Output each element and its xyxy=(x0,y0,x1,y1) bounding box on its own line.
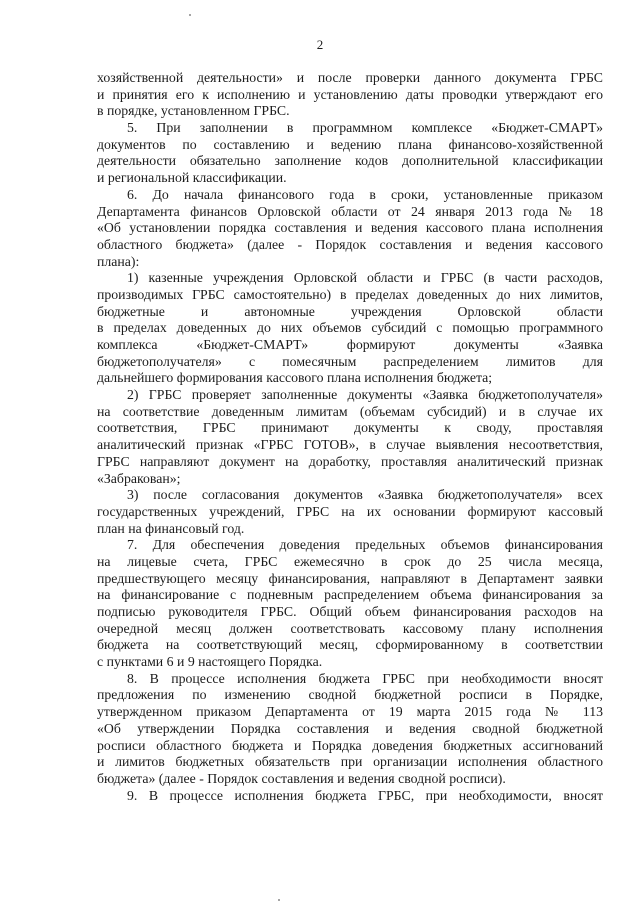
text-line: на лицевые счета, ГРБС ежемесячно в срок до 25 числа месяца, xyxy=(97,553,603,569)
text-line: бюджета на соответствующий месяц, сформированному в соответствии xyxy=(97,637,603,653)
text-line: предшествующего месяцу финансирования, направляют в Департамент заявки xyxy=(97,570,603,586)
text-line: 7. Для обеспечения доведения предельных объемов финансирования xyxy=(127,537,603,553)
text-line: хозяйственной деятельности» и после проверки данного документа ГРБС xyxy=(97,70,603,85)
scan-speck xyxy=(278,899,280,901)
text-line: 8. В процессе исполнения бюджета ГРБС при необходимости вносят xyxy=(127,670,603,686)
text-line: государственных учреждений, ГРБС на их основании формируют кассовый xyxy=(97,503,603,519)
text-line: и региональной классификации. xyxy=(97,170,287,186)
text-line: в пределах доведенных до них объемов субсидий с помощью программного xyxy=(97,320,603,336)
text-line: очередной месяц должен соответствовать кассовому плану исполнения xyxy=(97,620,603,636)
text-line: аналитический признак «ГРБС ГОТОВ», в случае выявления несоответствия, xyxy=(97,437,603,453)
text-line: и принятия его к исполнению и установлению даты проводки утверждают его xyxy=(97,86,603,102)
text-line: «Забракован»; xyxy=(97,470,181,486)
text-line: утвержденном приказом Департамента от 19 марта 2015 года № 113 xyxy=(97,704,603,720)
text-line: 3) после согласования документов «Заявка бюджетополучателя» всех xyxy=(127,487,603,503)
text-line: соответствия, ГРБС принимают документы к своду, проставляя xyxy=(97,420,603,436)
text-line: росписи областного бюджета и Порядка доведения бюджетных ассигнований xyxy=(97,737,603,753)
text-line: с пунктами 6 и 9 настоящего Порядка. xyxy=(97,654,323,670)
text-line: 1) казенные учреждения Орловской области и ГРБС (в части расходов, xyxy=(127,270,603,286)
text-line: план на финансовый год. xyxy=(97,520,245,536)
text-line: областного бюджета» (далее - Порядок составления и ведения кассового xyxy=(97,236,603,252)
text-line: на соответствие доведенным лимитам (объемам субсидий) и в случае их xyxy=(97,403,603,419)
text-line: предложения по изменению сводной бюджетной росписи в Порядке, xyxy=(97,687,603,703)
text-line: 5. При заполнении в программном комплексе «Бюджет-СМАРТ» xyxy=(127,120,603,136)
text-line: комплекса «Бюджет-СМАРТ» формируют документы «Заявка xyxy=(97,337,603,352)
text-line: бюджета» (далее - Порядок составления и ведения сводной росписи). xyxy=(97,770,506,786)
text-line: деятельности обязательно заполнение кодов дополнительной классификации xyxy=(97,153,603,169)
text-line: подписью руководителя ГРБС. Общий объем финансирования расходов на xyxy=(97,604,603,619)
text-line: бюджетные и автономные учреждения Орловской области xyxy=(97,303,603,319)
text-line: 2) ГРБС проверяет заполненные документы «Заявка бюджетополучателя» xyxy=(127,387,603,403)
text-line: плана): xyxy=(97,253,140,269)
text-line: дальнейшего формирования кассового плана исполнения бюджета; xyxy=(97,370,493,386)
text-line: бюджетополучателя» с помесячным распределением лимитов для xyxy=(97,353,603,369)
text-line: ГРБС направляют документ на доработку, проставляя аналитический признак xyxy=(97,453,603,469)
text-line: «Об утверждении Порядка составления и ведения сводной бюджетной xyxy=(97,720,603,736)
text-line: 6. До начала финансового года в сроки, установленные приказом xyxy=(127,186,603,202)
text-line: производимых ГРБС самостоятельно) в пределах доведенных до них лимитов, xyxy=(97,286,603,302)
text-line: на финансирование с подневным распределением объема финансирования за xyxy=(97,587,603,603)
text-line: и лимитов бюджетных обязательств при организации исполнения областного xyxy=(97,754,603,770)
text-line: «Об установлении порядка составления и ведения кассового плана исполнения xyxy=(97,220,603,236)
document-body xyxy=(97,70,603,804)
text-line: 9. В процессе исполнения бюджета ГРБС, при необходимости, вносят xyxy=(127,787,603,803)
text-line: документов по составлению и ведению плана финансово-хозяйственной xyxy=(97,136,603,152)
page-number: 2 xyxy=(316,37,324,52)
text-line: Департамента финансов Орловской области от 24 января 2013 года № 18 xyxy=(97,203,603,219)
text-line: в порядке, установленном ГРБС. xyxy=(97,103,290,119)
scan-speck xyxy=(189,14,191,16)
